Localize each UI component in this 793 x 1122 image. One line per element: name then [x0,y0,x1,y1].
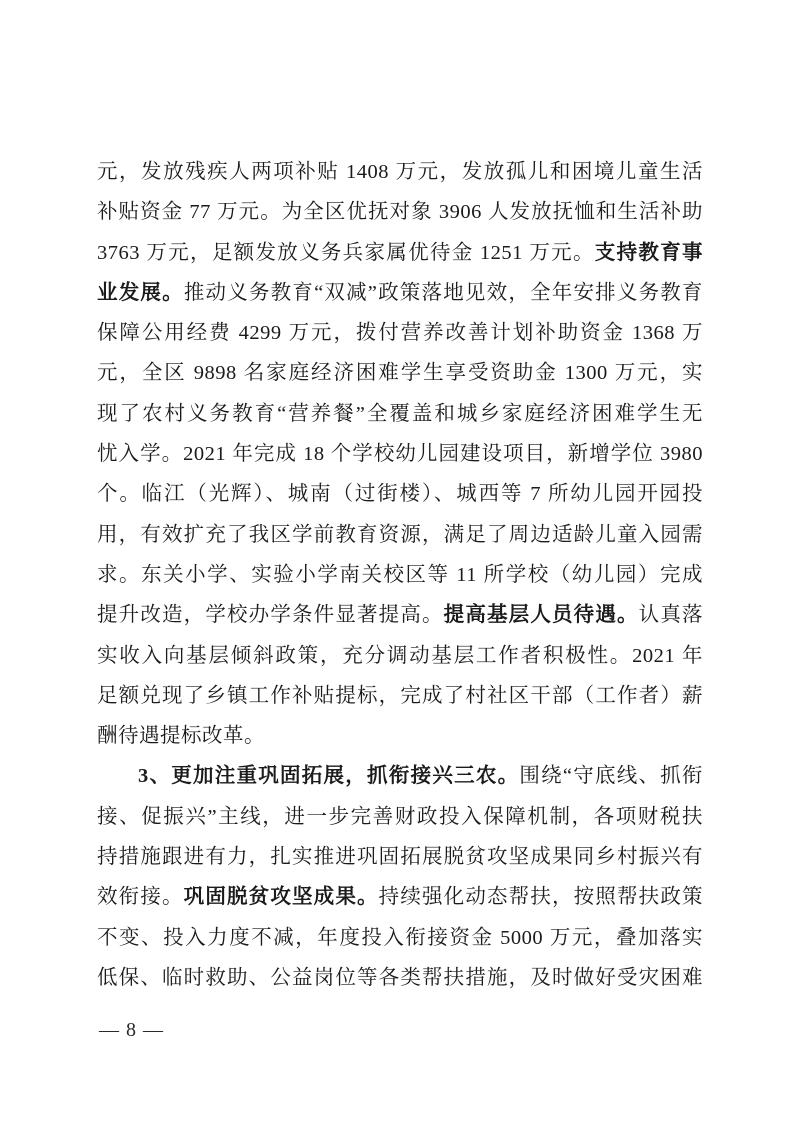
text-line [97,233,703,273]
text-run: 推动义务教育“双减”政策落地见效，全年安排义务教育 [183,281,703,304]
text-run: 元，发放残疾人两项补贴 1408 万元，发放孤儿和困境儿童生活 [97,161,703,183]
text-line [97,636,703,676]
text-line [97,474,703,514]
text-line [97,515,703,555]
text-line [97,918,703,958]
text-line [97,273,703,313]
text-run: 酬待遇提标改革。 [97,725,265,748]
page-number-footer: — 8 — [99,1019,164,1041]
text-line [97,192,703,232]
text-run: 现了农村义务教育“营养餐”全覆盖和城乡家庭经济困难学生无 [97,402,703,425]
text-line [97,837,703,877]
text-run: 不变、投入力度不减，年度投入衔接资金 5000 万元，叠加落实 [97,926,703,949]
text-run: 提升改造，学校办学条件显著提高。 [97,604,444,627]
text-run: 效衔接。 [97,886,184,909]
bold-text-run: 业发展。 [97,281,184,304]
text-line [97,797,703,837]
text-line [97,958,703,998]
bold-text-run: 巩固脱贫攻坚成果。 [183,886,379,909]
text-run: 接、促振兴”主线，进一步完善财政投入保障机制，各项财税扶 [97,805,703,828]
text-run: 3763 万元，足额发放义务兵家属优待金 1251 万元。 [97,241,595,264]
text-run: 求。东关小学、实验小学南关校区等 11 所学校（幼儿园）完成 [97,563,703,586]
text-run: 实收入向基层倾斜政策，充分调动基层工作者积极性。2021 年 [97,644,703,667]
bold-text-run: 提高基层人员待遇。 [443,604,639,627]
paragraph [97,152,703,756]
text-run: 忧入学。2021 年完成 18 个学校幼儿园建设项目，新增学位 3980 [97,443,703,466]
text-line [97,313,703,353]
text-line [97,434,703,474]
text-run: 低保、临时救助、公益岗位等各类帮扶措施，及时做好受灾困难 [97,966,703,989]
text-line [97,676,703,716]
text-run: 元，全区 9898 名家庭经济困难学生享受资助金 1300 万元，实 [97,362,703,385]
bold-text-run: 3、更加注重巩固拓展，抓衔接兴三农。 [138,765,520,788]
text-run: 补贴资金 77 万元。为全区优抚对象 3906 人发放抚恤和生活补助 [97,201,703,224]
text-run: 足额兑现了乡镇工作补贴提标，完成了村社区干部（工作者）薪 [97,684,703,707]
text-line [97,353,703,393]
text-line [97,595,703,635]
text-run: 持续强化动态帮扶，按照帮扶政策 [378,886,703,909]
text-run: 持措施跟进有力，扎实推进巩固拓展脱贫攻坚成果同乡村振兴有 [97,846,703,869]
text-run: 个。临江（光辉）、城南（过街楼）、城西等 7 所幼儿园开园投 [97,483,703,506]
text-line [97,555,703,595]
bold-text-run: 支持教育事 [594,241,703,264]
text-line [97,152,703,192]
text-run: 用，有效扩充了我区学前教育资源，满足了周边适龄儿童入园需 [97,523,703,546]
text-line [97,756,703,796]
page-body [97,152,703,998]
text-run: 认真落 [638,604,703,627]
text-line [97,716,703,756]
paragraph [97,756,703,998]
text-run: 围绕“守底线、抓衔 [519,765,703,788]
text-line [97,394,703,434]
text-line [97,877,703,917]
text-run: 保障公用经费 4299 万元，拨付营养改善计划补助资金 1368 万 [97,322,703,345]
